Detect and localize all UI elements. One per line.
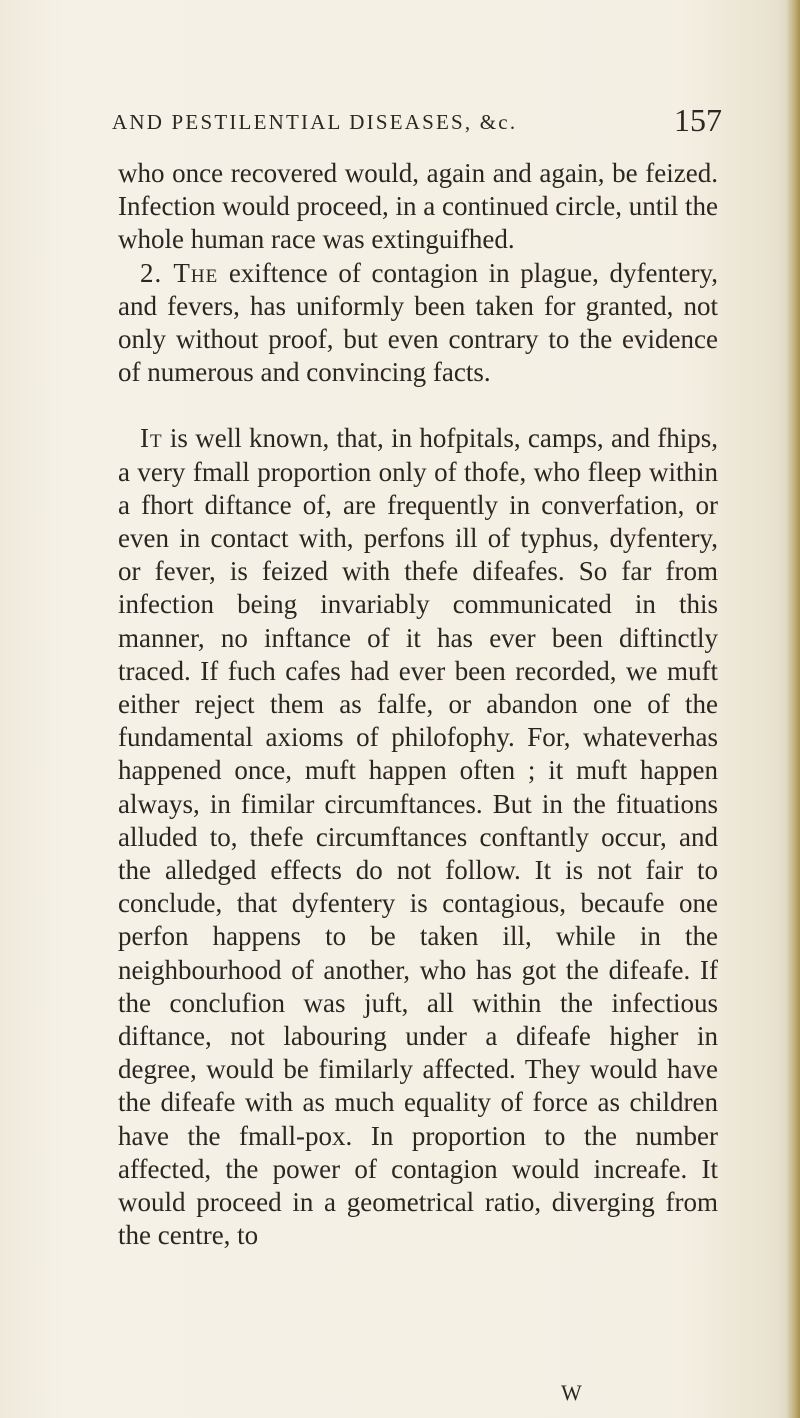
page-header xyxy=(112,102,722,150)
paragraph-3 xyxy=(118,422,718,1252)
catchword: W xyxy=(561,1380,582,1405)
page-edge-shadow xyxy=(786,0,800,1418)
paragraph-2-text: exiftence of contagion in plague, dyfentery, and fevers, has uniformly been taken for granted, not only without proof, but even contrary to the evidence of numerous and convincing facts. xyxy=(118,257,718,388)
page-number: 157 xyxy=(674,102,722,138)
paragraph-2 xyxy=(118,257,718,390)
paragraph-3-text: is well known, that, in hofpitals, camps, and fhips, a very fmall proportion only of thofe, who fleep within a fhort diftance of, are frequently in converfation, or even in contact with, perfons ill of typhus, dyfentery, or fever, is feized with thefe difeafes. So far from infection being invariably communicated in this manner, no inftance of it has ever been diftinctly traced. If fuch cafes had ever been recorded, we muft either reject them as falfe, or abandon one of the fundamental axioms of philofophy. For, whateverhas happened once, muft happen often ; it muft happen always, in fimilar circumftances. But in the fituations alluded to, thefe circumftances conftantly occur, and the alledged effects do not follow. It is not fair to conclude, that dyfentery is contagious, becaufe one perfon happens to be taken ill, while in the neighbourhood of another, who has got the difeafe. If the conclufion was juft, all within the infectious diftance, not labouring under a difeafe higher in degree, would be fimilarly affected. They would have the difeafe with as much equality of force as children have the fmall-pox. In proportion to the number affected, the power of contagion would increafe. It would proceed in a geometrical ratio, diverging from the centre, to xyxy=(118,423,718,1251)
body-text xyxy=(118,157,718,1253)
paragraph-3-lead: It xyxy=(140,423,163,454)
running-head: AND PESTILENTIAL DISEASES, &c. xyxy=(112,110,518,134)
paragraph-2-lead: 2. The xyxy=(140,257,219,288)
paragraph-1: who once recovered would, again and again, be feized. Infection would proceed, in a continued circle, until the whole human race was extinguifhed. xyxy=(118,158,718,255)
